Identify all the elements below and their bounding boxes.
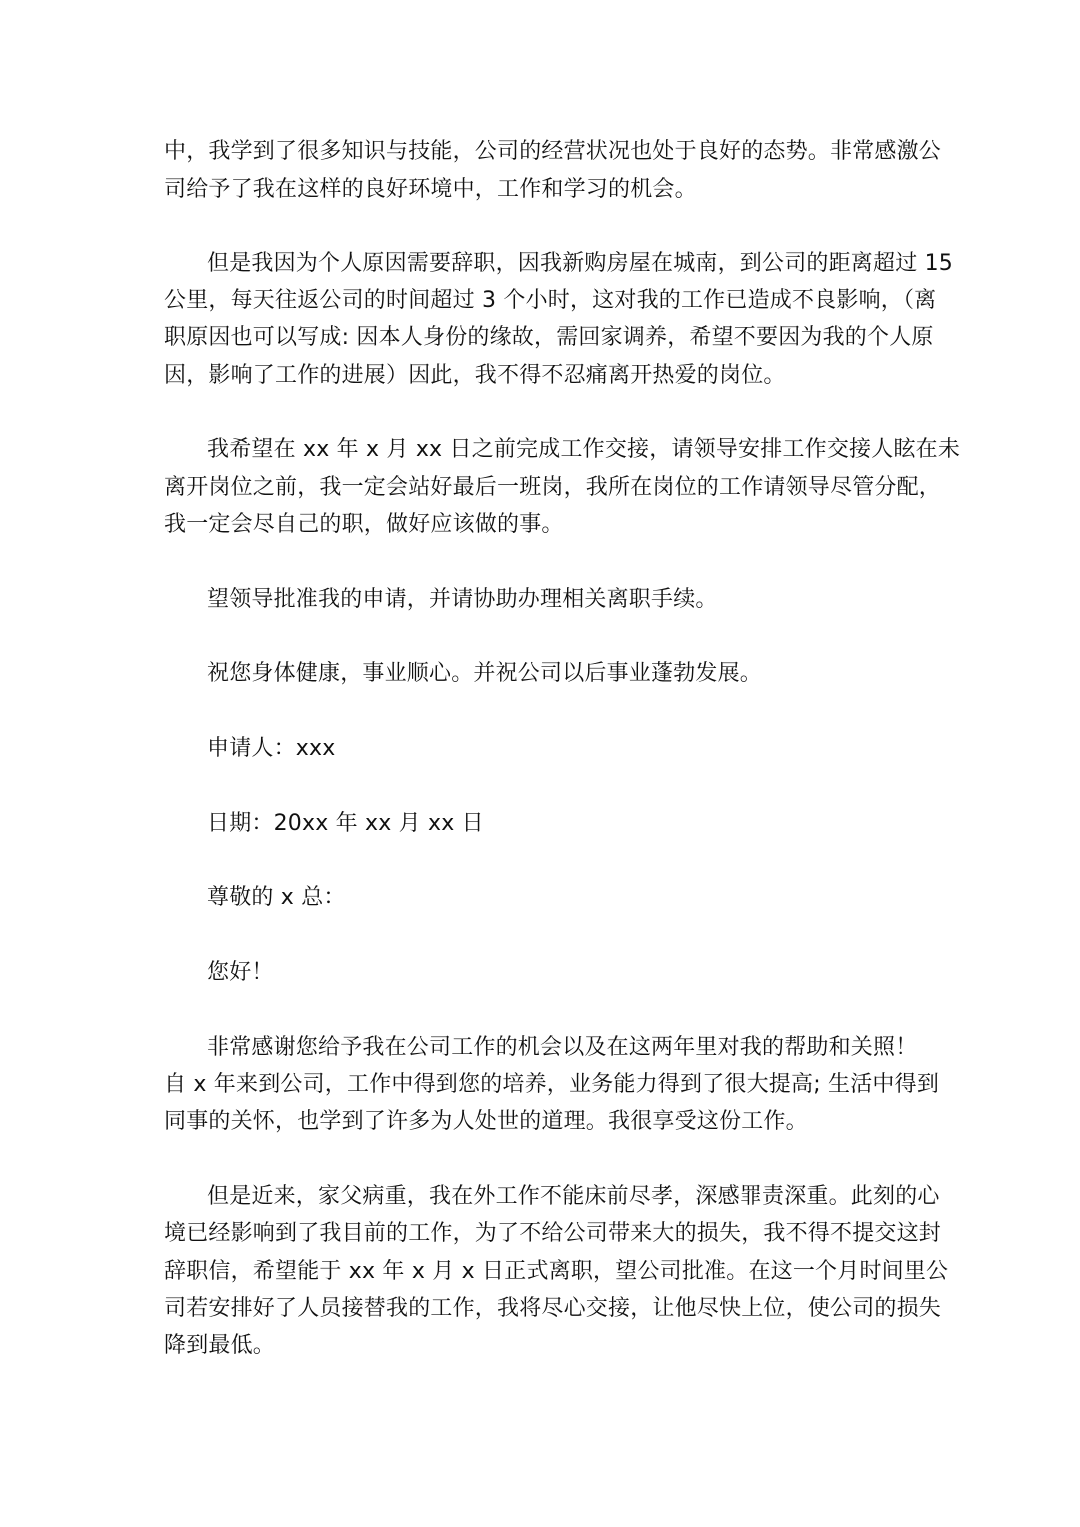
date-line: 日期：20xx 年 xx 月 xx 日 <box>207 811 484 836</box>
text-line: 公里，每天往返公司的时间超过 3 个小时，这对我的工作已造成不良影响，（离 <box>164 288 937 313</box>
text-line: 司给予了我在这样的良好环境中，工作和学习的机会。 <box>164 177 697 202</box>
text-line: 我希望在 xx 年 x 月 xx 日之前完成工作交接，请领导安排工作交接人眩在未 <box>207 437 961 462</box>
text-line: 境已经影响到了我目前的工作，为了不给公司带来大的损失，我不得不提交这封 <box>164 1221 942 1246</box>
text-line: 自 x 年来到公司，工作中得到您的培养，业务能力得到了很大提高; 生活中得到 <box>164 1072 940 1097</box>
greeting-line: 您好！ <box>207 960 274 985</box>
text-line: 司若安排好了人员接替我的工作，我将尽心交接，让他尽快上位，使公司的损失 <box>164 1296 942 1321</box>
salutation-line: 尊敬的 x 总： <box>207 885 346 910</box>
text-line: 非常感谢您给予我在公司工作的机会以及在这两年里对我的帮助和关照！ <box>207 1035 918 1060</box>
text-line: 辞职信，希望能于 xx 年 x 月 x 日正式离职，望公司批准。在这一个月时间里公 <box>164 1259 949 1284</box>
text-line: 望领导批准我的申请，并请协助办理相关离职手续。 <box>207 587 718 612</box>
text-line: 职原因也可以写成: 因本人身份的缘故，需回家调养，希望不要因为我的个人原 <box>164 325 934 350</box>
applicant-line: 申请人：xxx <box>207 736 336 761</box>
text-line: 祝您身体健康，事业顺心。并祝公司以后事业蓬勃发展。 <box>207 661 763 686</box>
text-line: 降到最低。 <box>164 1333 276 1358</box>
text-line: 但是我因为个人原因需要辞职，因我新购房屋在城南，到公司的距离超过 15 <box>207 251 953 276</box>
text-line: 同事的关怀，也学到了许多为人处世的道理。我很享受这份工作。 <box>164 1109 808 1134</box>
text-line: 因，影响了工作的进展）因此，我不得不忍痛离开热爱的岗位。 <box>164 363 786 388</box>
text-line: 中，我学到了很多知识与技能，公司的经营状况也处于良好的态势。非常感激公 <box>164 139 942 164</box>
text-line: 离开岗位之前，我一定会站好最后一班岗，我所在岗位的工作请领导尽管分配， <box>164 475 942 500</box>
text-line: 但是近来，家父病重，我在外工作不能床前尽孝，深感罪责深重。此刻的心 <box>207 1184 940 1209</box>
text-line: 我一定会尽自己的职，做好应该做的事。 <box>164 512 564 537</box>
